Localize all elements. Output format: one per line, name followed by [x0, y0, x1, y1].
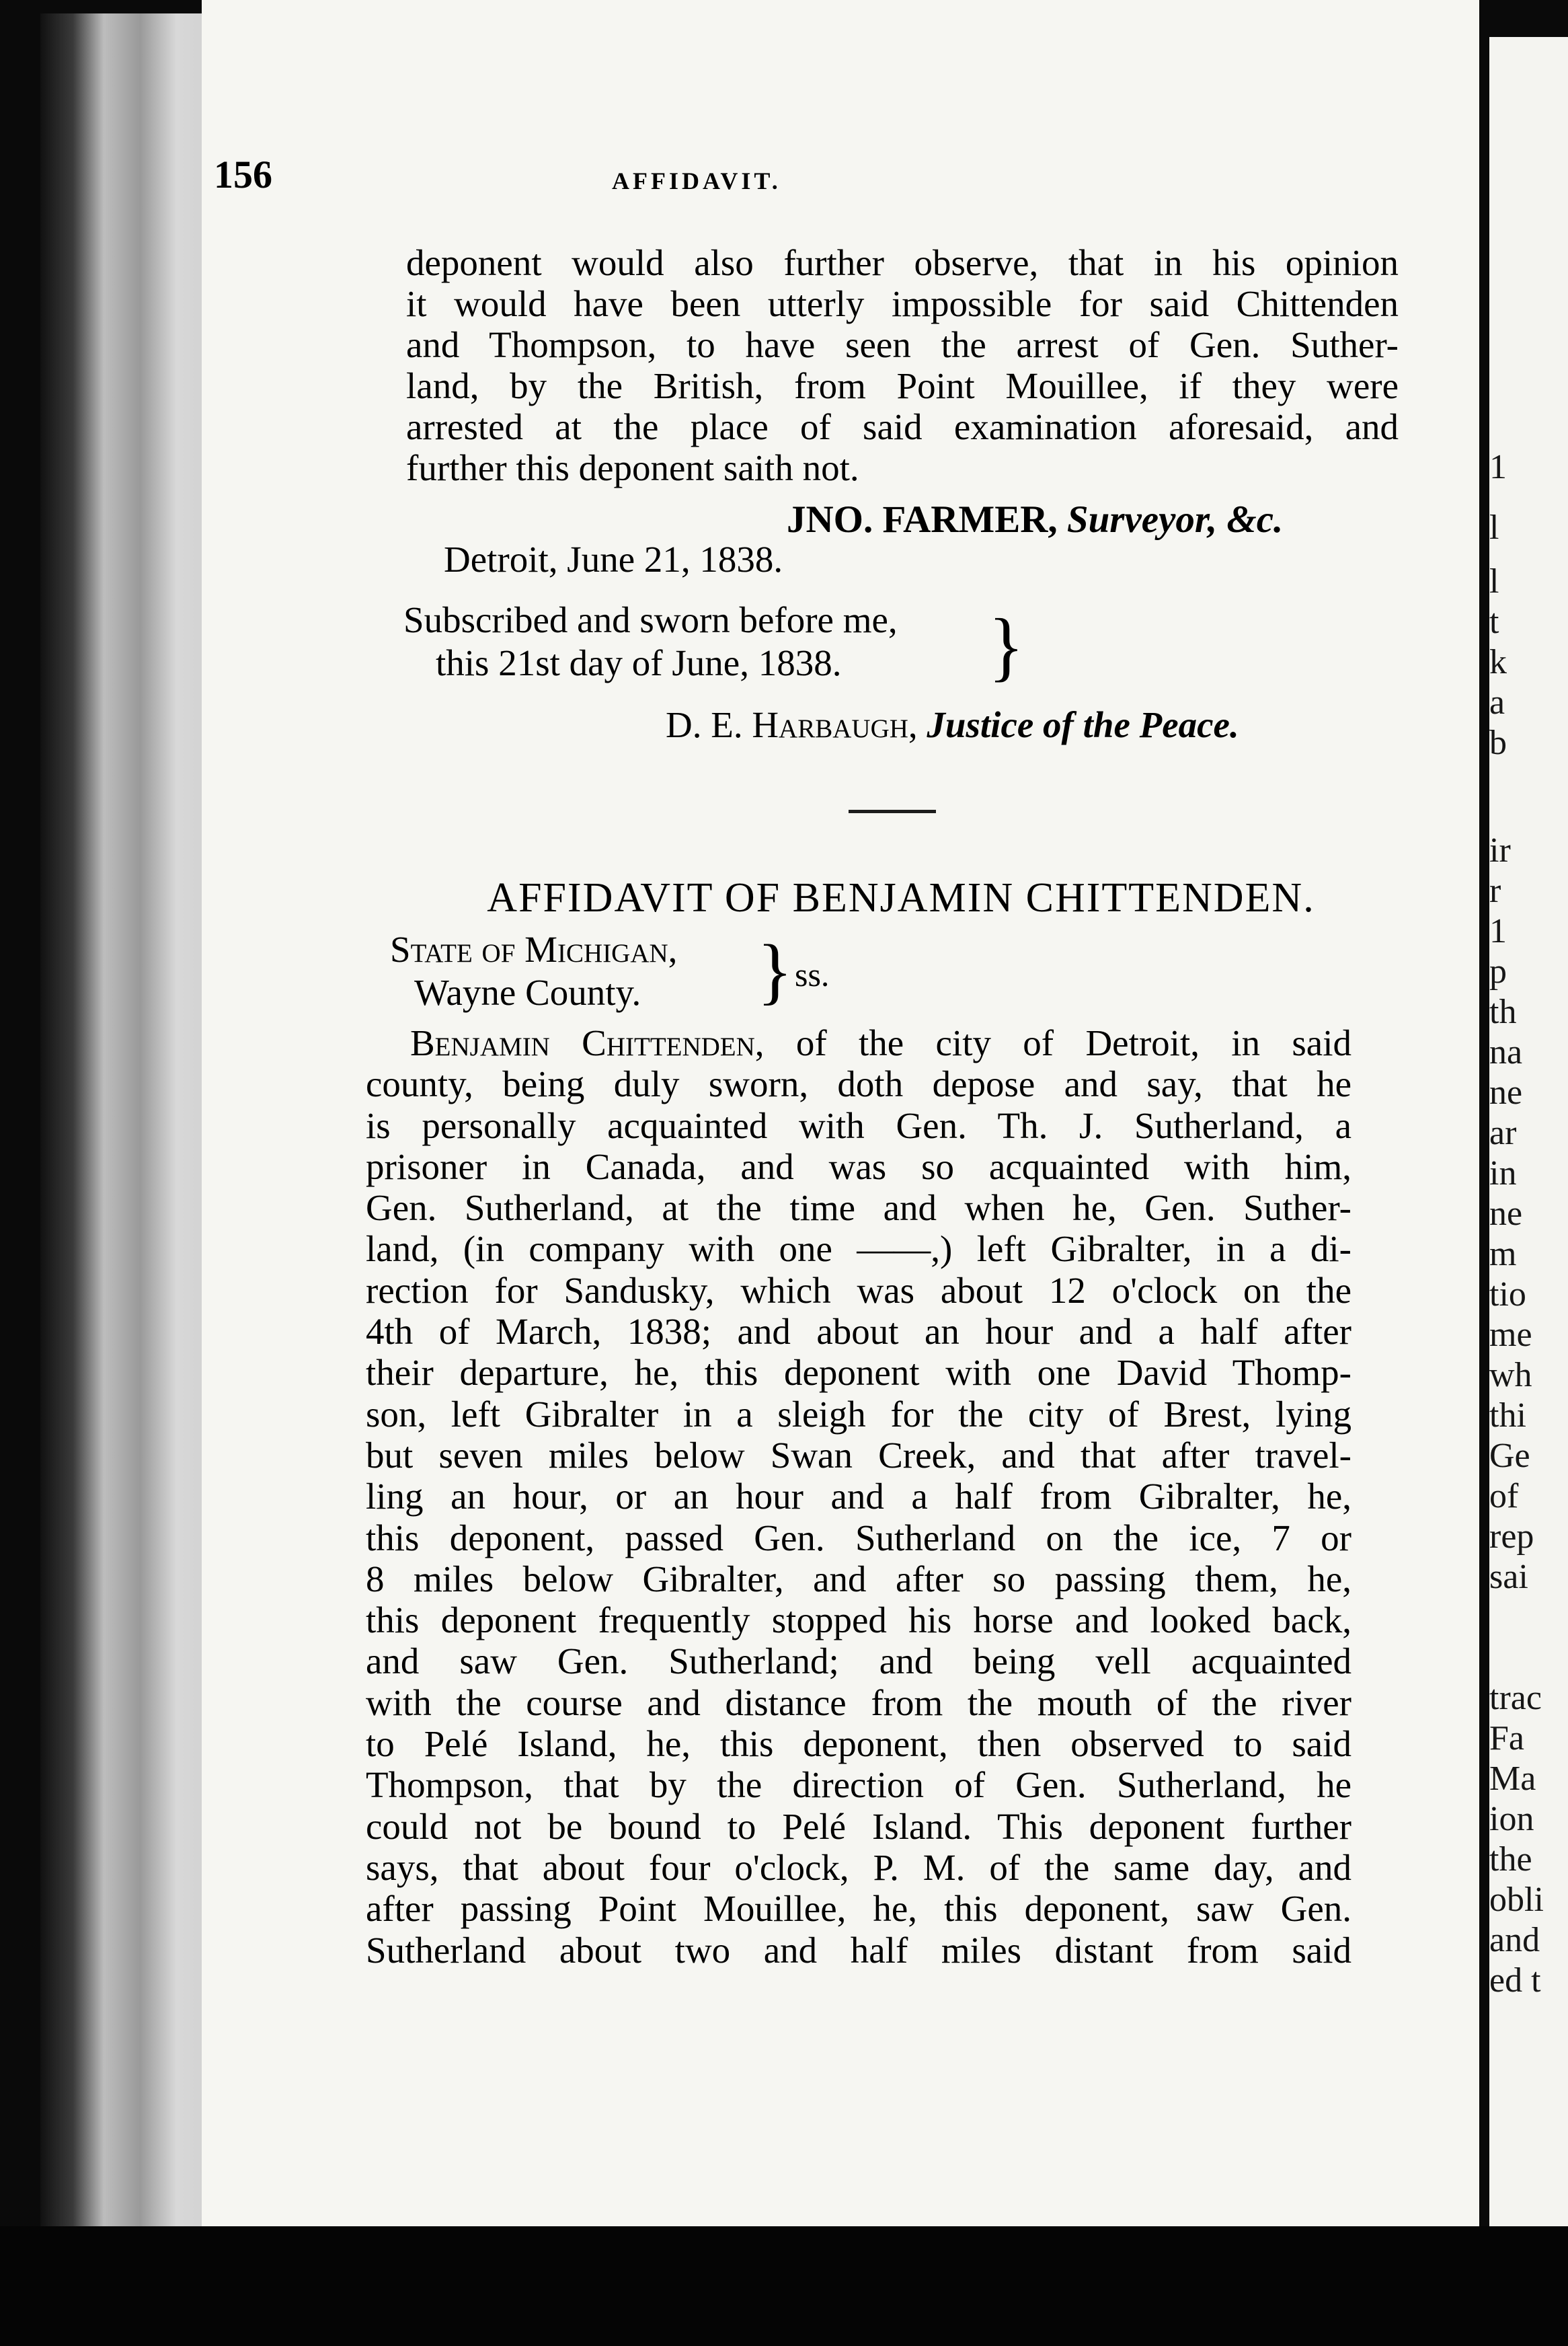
text-line: land, (in company with one ——,) left Gibralter, in a di- [366, 1228, 1351, 1270]
text-line [366, 1022, 1351, 1063]
facing-page-fragment: tio [1489, 1275, 1526, 1314]
jurat-line-1: Subscribed and sworn before me, [403, 599, 898, 640]
jurat-line-2: this 21st day of June, 1838. [436, 642, 842, 683]
signatory-title: Surveyor, &c. [1066, 498, 1284, 541]
facing-page-fragment: l [1489, 508, 1499, 547]
facing-page-fragment: in [1489, 1154, 1517, 1193]
text-line: prisoner in Canada, and was so acquainted with him, [366, 1145, 1351, 1187]
facing-page-fragment: th [1489, 993, 1517, 1031]
text-line: deponent would also further observe, that in his opinion [406, 242, 1399, 283]
facing-page-fragment: p [1489, 952, 1507, 991]
facing-page-fragment: ne [1489, 1073, 1523, 1112]
text-line: it would have been utterly impossible for said Chittenden [406, 283, 1399, 324]
facing-page-fragment: of [1489, 1477, 1519, 1515]
facing-page-fragment: Ma [1489, 1760, 1536, 1798]
text-line: Gen. Sutherland, at the time and when he, Gen. Suther- [366, 1187, 1351, 1229]
text-line: and Thompson, to have seen the arrest of Gen. Suther- [406, 324, 1399, 365]
text-line: land, by the British, from Point Mouillee, if they were [406, 365, 1399, 406]
text-line: this deponent frequently stopped his horse and looked back, [366, 1599, 1351, 1641]
facing-page-fragment: sai [1489, 1558, 1528, 1596]
facing-page-fragment: ne [1489, 1195, 1523, 1233]
text-line: but seven miles below Swan Creek, and that after travel- [366, 1434, 1351, 1476]
facing-page-fragment: Ge [1489, 1437, 1530, 1475]
facing-page-fragment: ar [1489, 1114, 1517, 1152]
text-line: county, being duly sworn, doth depose and say, that he [366, 1063, 1351, 1105]
venue-ss: ss. [795, 956, 830, 993]
signature [787, 498, 1283, 541]
venue-county: Wayne County. [414, 972, 641, 1013]
facing-page-fragment: a [1489, 683, 1505, 722]
facing-page-fragment: thi [1489, 1396, 1526, 1435]
facing-page-fragment: me [1489, 1316, 1532, 1354]
facing-page-edge [1489, 37, 1568, 2236]
justice-title: Justice of the Peace. [927, 704, 1239, 745]
text-line: to Pelé Island, he, this deponent, then observed to said [366, 1723, 1351, 1765]
place-date: Detroit, June 21, 1838. [444, 539, 783, 580]
text-line: is personally acquainted with Gen. Th. J. Sutherland, a [366, 1104, 1351, 1146]
signatory-name: JNO. FARMER, [787, 498, 1058, 541]
facing-page-fragment: t [1489, 603, 1499, 641]
scan-bottom-margin [0, 2226, 1568, 2346]
page-number: 156 [214, 153, 272, 196]
facing-page-fragment: rep [1489, 1517, 1534, 1556]
running-head [214, 152, 1195, 199]
text-line: son, left Gibralter in a sleigh for the city of Brest, lying [366, 1393, 1351, 1435]
facing-page-fragment: obli [1489, 1881, 1544, 1919]
section-rule [849, 810, 936, 813]
text-line: ling an hour, or an hour and a half from Gibralter, he, [366, 1476, 1351, 1517]
text-line: rection for Sandusky, which was about 12 o'clock on the [366, 1269, 1351, 1311]
facing-page-fragment: na [1489, 1033, 1523, 1071]
venue [390, 928, 677, 1014]
jurat-brace: } [988, 602, 1024, 689]
text-line: after passing Point Mouillee, he, this deponent, saw Gen. [366, 1888, 1351, 1930]
text-line: 4th of March, 1838; and about an hour and a half after [366, 1311, 1351, 1353]
facing-page-fragment: m [1489, 1235, 1517, 1273]
text-line: says, that about four o'clock, P. M. of the same day, and [366, 1846, 1351, 1888]
section-heading: AFFIDAVIT OF BENJAMIN CHITTENDEN. [487, 875, 1315, 921]
facing-page-fragment: wh [1489, 1356, 1532, 1394]
text-line: with the course and distance from the mouth of the river [366, 1681, 1351, 1723]
justice-signature [666, 704, 1239, 746]
justice-initials: D. E. [666, 704, 743, 745]
running-head-title: AFFIDAVIT. [612, 167, 781, 194]
facing-page-fragment: 1 [1489, 448, 1507, 486]
affidavit-body [366, 1022, 1351, 1971]
text-line: further this deponent saith not. [406, 447, 859, 488]
text-line: could not be bound to Pelé Island. This deponent further [366, 1805, 1351, 1847]
deponent-name: Benjamin Chittenden, [410, 1022, 765, 1063]
book-gutter [40, 13, 222, 2233]
text-line: Thompson, that by the direction of Gen. Sutherland, he [366, 1764, 1351, 1806]
venue-brace: } [757, 930, 793, 1012]
justice-surname: Harbaugh, [752, 704, 918, 745]
jurat [403, 599, 898, 685]
text-line: this deponent, passed Gen. Sutherland on the ice, 7 or [366, 1517, 1351, 1558]
text-line: and saw Gen. Sutherland; and being vell acquainted [366, 1640, 1351, 1682]
facing-page-fragment: l [1489, 562, 1499, 601]
continuation-paragraph [406, 242, 1399, 488]
text-line: Sutherland about two and half miles distant from said [366, 1929, 1351, 1971]
facing-page-fragment: the [1489, 1840, 1532, 1879]
facing-page-fragment: and [1489, 1921, 1540, 1959]
venue-state: State of Michigan, [390, 929, 678, 970]
facing-page-fragment: 1 [1489, 912, 1507, 950]
facing-page-fragment: trac [1489, 1679, 1542, 1717]
first-line-rest: of the city of Detroit, in said [764, 1022, 1352, 1063]
text-line: arrested at the place of said examination aforesaid, and [406, 406, 1399, 447]
facing-page-fragment: b [1489, 724, 1507, 762]
text-line: 8 miles below Gibralter, and after so passing them, he, [366, 1558, 1351, 1599]
facing-page-fragment: r [1489, 872, 1501, 910]
facing-page-fragment: ed t [1489, 1961, 1541, 2000]
facing-page-fragment: k [1489, 643, 1507, 681]
facing-page-fragment: ion [1489, 1800, 1534, 1838]
text-line: their departure, he, this deponent with one David Thomp- [366, 1352, 1351, 1394]
facing-page-fragment: ir [1489, 831, 1511, 870]
facing-page-fragment: Fa [1489, 1719, 1524, 1757]
